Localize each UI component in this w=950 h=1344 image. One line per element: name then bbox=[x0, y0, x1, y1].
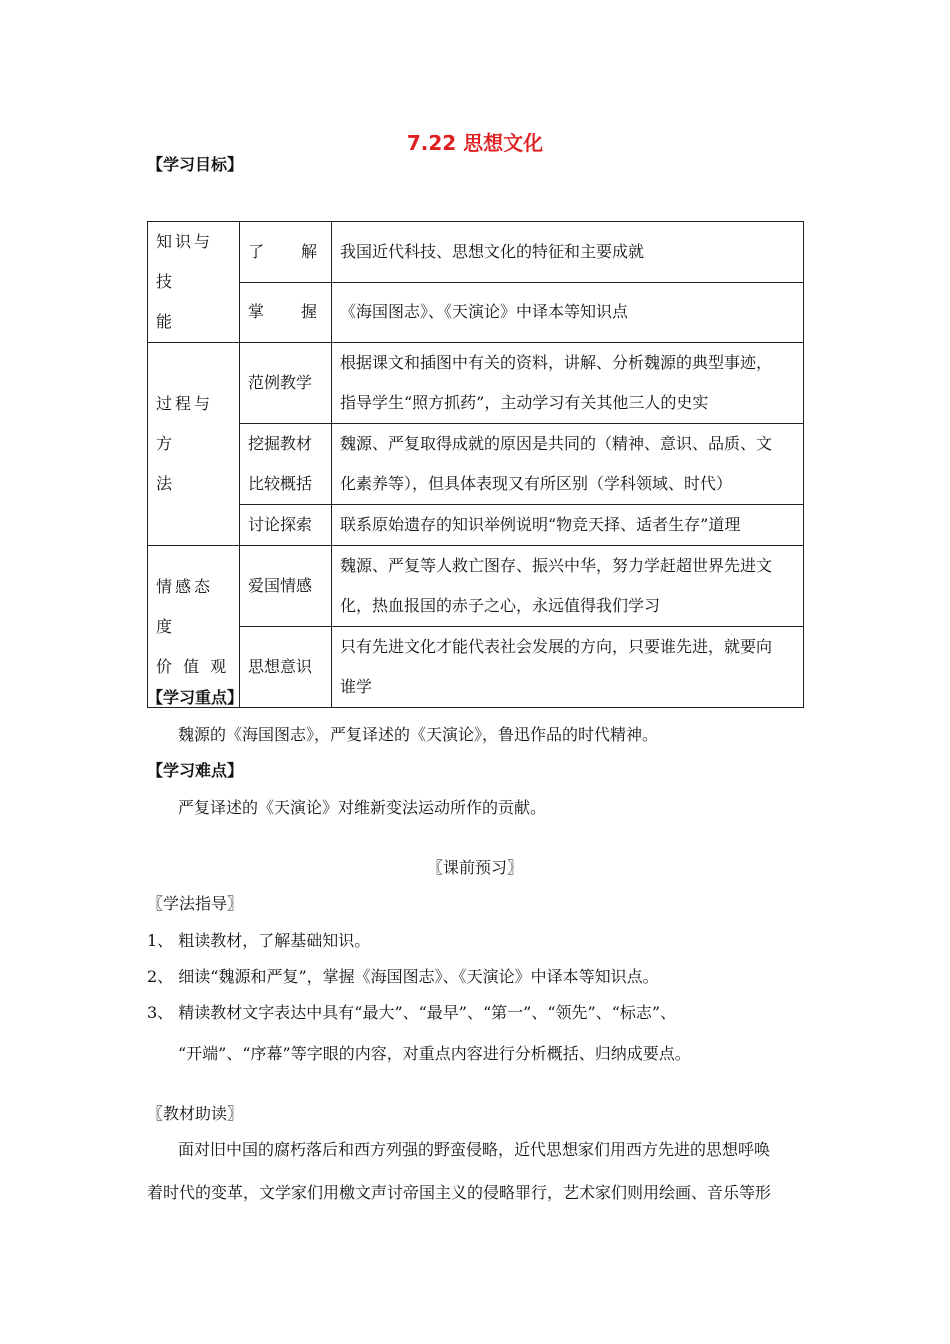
study-method-item-continued: “开端”、“序幕”等字眼的内容，对重点内容进行分析概括、归纳成要点。 bbox=[178, 1044, 691, 1063]
sub-char: 掌 bbox=[248, 302, 265, 322]
sub-char: 解 bbox=[300, 241, 317, 261]
sub-line: 爱国情感 bbox=[248, 576, 313, 595]
category-line: 过程与方 bbox=[156, 394, 214, 453]
difficulty-heading: 【学习难点】 bbox=[147, 761, 244, 780]
subcategory-master bbox=[240, 282, 332, 343]
category-knowledge-skills bbox=[148, 222, 240, 343]
category-line: 知识与技 bbox=[156, 232, 214, 291]
textbook-aid-line: 面对旧中国的腐朽落后和西方列强的野蛮侵略，近代思想家们用西方先进的思想呼唤 bbox=[178, 1140, 771, 1159]
key-points-text: 魏源的《海国图志》，严复译述的《天演论》，鲁迅作品的时代精神。 bbox=[178, 725, 659, 744]
content-cell bbox=[332, 424, 804, 505]
content-line: 谁学 bbox=[340, 677, 373, 696]
subcategory-discussion bbox=[240, 505, 332, 546]
textbook-aid-line: 着时代的变革，文学家们用檄文声讨帝国主义的侵略罪行，艺术家们则用绘画、音乐等形 bbox=[147, 1183, 772, 1202]
sub-char: 握 bbox=[300, 302, 317, 322]
content-line: 魏源、严复取得成就的原因是共同的（精神、意识、品质、文 bbox=[340, 434, 773, 453]
content-cell bbox=[332, 343, 804, 424]
content-line: 魏源、严复等人救亡图存、振兴中华，努力学赶超世界先进文 bbox=[340, 556, 773, 575]
content-cell bbox=[332, 627, 804, 708]
sub-line: 讨论探索 bbox=[248, 515, 313, 534]
category-line: 情感态度 bbox=[156, 576, 214, 636]
content-cell bbox=[332, 505, 804, 546]
content-line: 化素养等），但具体表现又有所区别（学科领域、时代） bbox=[340, 474, 733, 493]
category-line: 能 bbox=[156, 312, 176, 331]
textbook-aid-heading: 〖教材助读〗 bbox=[147, 1104, 244, 1123]
sub-line: 范例教学 bbox=[248, 373, 313, 392]
content-cell bbox=[332, 222, 804, 283]
study-method-item: 1、 粗读教材，了解基础知识。 bbox=[147, 931, 371, 950]
key-points-heading: 【学习重点】 bbox=[147, 688, 244, 707]
category-line: 价 值 观 bbox=[156, 656, 230, 676]
content-line: 我国近代科技、思想文化的特征和主要成就 bbox=[340, 241, 645, 261]
subcategory-understand bbox=[240, 222, 332, 283]
difficulty-text: 严复译述的《天演论》对维新变法运动所作的贡献。 bbox=[178, 798, 547, 817]
category-line: 法 bbox=[156, 474, 176, 493]
study-method-item: 2、 细读“魏源和严复”，掌握《海国图志》、《天演论》中译本等知识点。 bbox=[147, 967, 659, 986]
subcategory-patriotism bbox=[240, 546, 332, 627]
study-method-heading: 〖学法指导〗 bbox=[147, 894, 244, 913]
content-line: 只有先进文化才能代表社会发展的方向，只要谁先进，就要向 bbox=[340, 637, 773, 656]
study-method-item: 3、 精读教材文字表达中具有“最大”、“最早”、“第一”、“领先”、“标志”、 bbox=[147, 1003, 677, 1022]
subcategory-example-teaching bbox=[240, 343, 332, 424]
category-process-methods bbox=[148, 343, 240, 546]
preview-heading: 〖课前预习〗 bbox=[426, 858, 523, 877]
content-line: 根据课文和插图中有关的资料，讲解、分析魏源的典型事迹， bbox=[340, 353, 773, 372]
subcategory-ideology bbox=[240, 627, 332, 708]
sub-line: 思想意识 bbox=[248, 657, 313, 676]
category-emotions-values bbox=[148, 546, 240, 708]
sub-line: 比较概括 bbox=[248, 474, 313, 493]
content-line: 指导学生“照方抓药”，主动学习有关其他三人的史实 bbox=[340, 393, 709, 412]
content-cell bbox=[332, 282, 804, 343]
learning-goals-heading: 【学习目标】 bbox=[147, 155, 244, 174]
content-line: 《海国图志》、《天演论》中译本等知识点 bbox=[340, 302, 629, 322]
document-title: 7.22 思想文化 bbox=[406, 131, 544, 155]
learning-goals-table bbox=[147, 221, 804, 708]
content-cell bbox=[332, 546, 804, 627]
content-line: 联系原始遗存的知识举例说明“物竞天择、适者生存”道理 bbox=[340, 515, 741, 534]
sub-line: 挖掘教材 bbox=[248, 434, 313, 453]
content-line: 化，热血报国的赤子之心，永远值得我们学习 bbox=[340, 596, 661, 615]
sub-char: 了 bbox=[248, 241, 265, 261]
subcategory-explore-compare bbox=[240, 424, 332, 505]
